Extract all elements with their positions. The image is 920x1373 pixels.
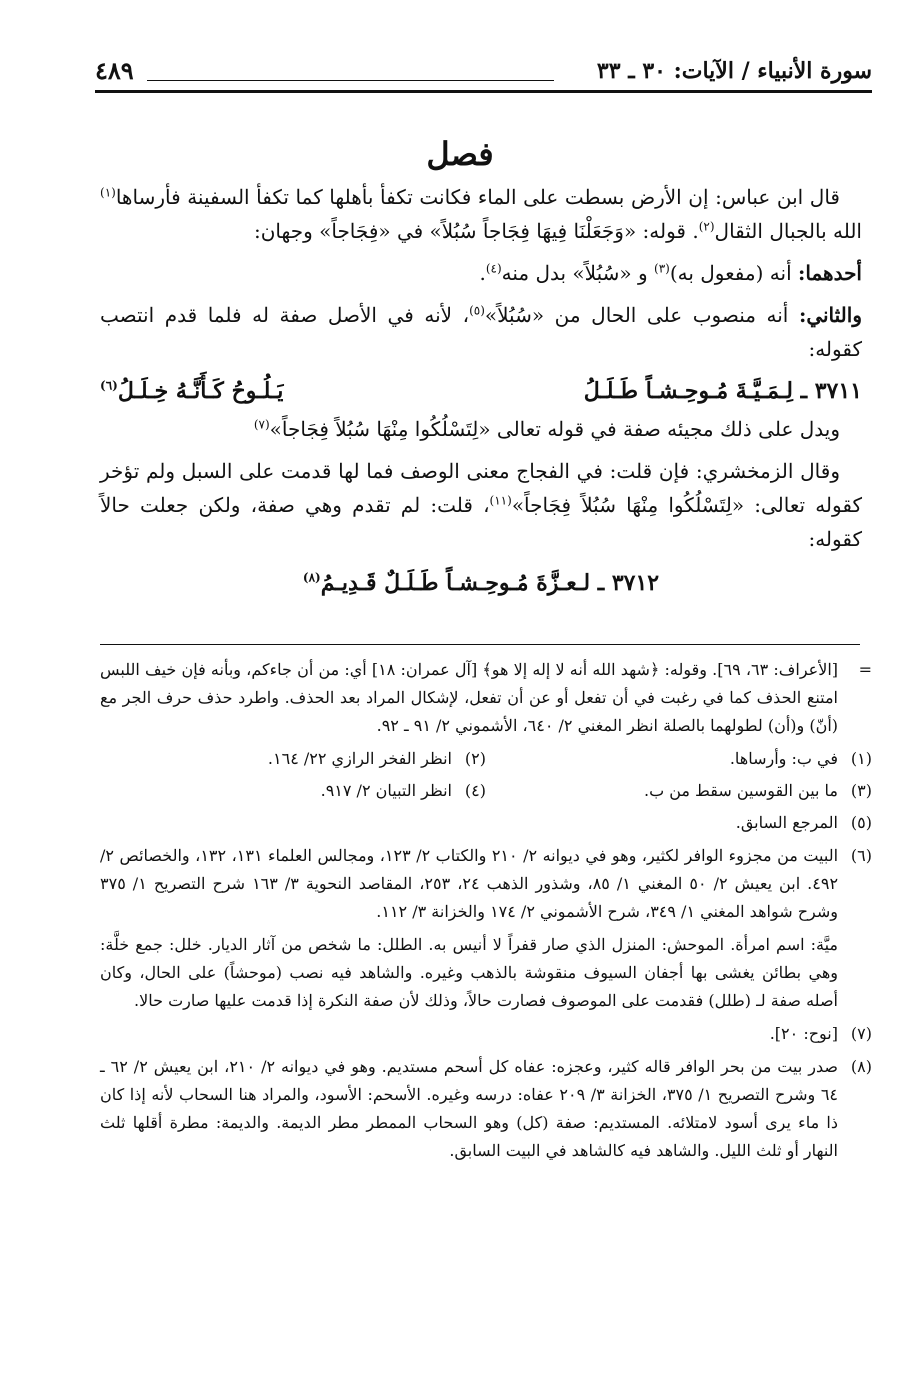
footnote-ref: (٢): [698, 219, 715, 234]
surah-title: سورة الأنبياء / الآيات: ٣٠ ـ ٣٣: [596, 58, 872, 84]
header-thin-rule: [147, 80, 554, 81]
footnote-ref: (٤): [485, 261, 502, 276]
footnote-1: (١) في ب: وأرساها.: [729, 749, 872, 768]
verse-first-hemistich: ٣٧١١ ـ لِـمَـيَّـةَ مُـوحِـشـاً طَـلَـلُ: [583, 378, 862, 404]
footnote-ref: (٧): [253, 417, 270, 432]
footnote-7: (٧) [نوح: ٢٠].: [769, 1024, 872, 1043]
poetry-verse-3712: ٣٧١٢ ـ لـعـزَّةَ مُـوحِـشـاً طَـلَـلٌ قَـدِيـمُ$^{(٨)}$: [302, 570, 660, 596]
footnote-8: (٨) صدر بيت من بحر الوافر قاله كثير، وعجزه: عفاه كل أسحم مستديم. وهو في ديوانه ٢/ ٢١٠، ابن يعيش ٢/ ٦٢ ـ ٦٤ وشرح التصريح ١/ ٣٧٥، الخزانة ٣/ ٢٠٩ عفاه: درسه وغيره. الأسحم: الأسود، والمراد هنا السحاب لأنه إذا كان ذا ماء يرى أسود لامتلائه. المستديم: صفة (كل) وهو السحاب الممطر مطر الديمة. والديمة: مطرة أقلها ثلث النهار أو ثلث الليل. والشاهد فيه كالشاهد في البيت السابق.: [100, 1057, 872, 1160]
footnotes: [100, 656, 872, 1170]
paragraph-2: أحدهما: أنه (مفعول به)$^{(٣)}$ و «سُبُلاً» بدل منه$^{(٤)}$.: [479, 261, 862, 285]
footnote-ref: (١١): [489, 493, 512, 508]
footnote-6: (٦) البيت من مجزوء الوافر لكثير، وهو في ديوانه ٢/ ٢١٠ والكتاب ٢/ ١٢٣، ومجالس العلماء ١٣١، ١٣٢، والخصائص ٢/ ٤٩٢. ابن يعيش ٢/ ٥٠ المغني ١/ ٨٥، وشذور الذهب ٢٤، ٢٥٣، المقاصد النحوية ٣/ ١٦٣ شرح التصريح ١/ ٣٧٥ وشرح شواهد المغني ١/ ٣٤٩، شرح الأشموني ٢/ ١٧٤ والخزانة ٣/ ١١٢.: [100, 846, 872, 921]
footnote-separator: [100, 644, 860, 645]
header-rule: [95, 90, 872, 93]
footnote-ref: (٣): [654, 261, 670, 276]
footnote-ref: (٨): [302, 570, 321, 585]
footnote-continuation: = [الأعراف: ٦٣، ٦٩]. وقوله: ﴿شهد الله أنه لا إله إلا هو﴾ [آل عمران: ١٨] أي: من أن جاءكم، وبأنه فإن خيف اللبس امتنع الحذف كما في رغبت في أن تفعل أو عن أن تفعل، لإشكال المراد بعد الحذف. واطرد حذف حرف الجر مع (أنّ) و(أن) لطولهما بالصلة انظر المغني ٢/ ٦٤٠، الأشموني ٢/ ٩١ ـ ٩٢.: [100, 660, 872, 735]
main-text: [100, 180, 862, 610]
poetry-verse-3711: [100, 374, 862, 408]
running-header: [95, 56, 872, 90]
paragraph-3: والثاني: أنه منصوب على الحال من «سُبُلاً»$^{(٥)}$، لأنه في الأصل صفة له فلما قدم انتصب كقوله:: [100, 303, 862, 361]
footnote-2: (٢) انظر الفخر الرازي ٢٢/ ١٦٤.: [267, 749, 486, 768]
footnote-3: (٣) ما بين القوسين سقط من ب.: [643, 781, 872, 800]
footnote-row: [100, 777, 872, 805]
verse-second-hemistich: يَـلُـوحُ كَـأَنَّـهُ خِـلَـلُ$^{(٦)}$: [100, 378, 284, 404]
footnote-5: (٥) المرجع السابق.: [735, 813, 872, 832]
footnote-ref: (٥): [469, 303, 485, 318]
paragraph-1: قال ابن عباس: إن الأرض بسطت على الماء فكانت تكفأ بأهلها كما تكفأ السفينة فأرساها$^{(١)}$ الله بالجبال الثقال$^{(٢)}$. قوله: «وَجَعَلْنَا فِيهَا فِجَاجاً سُبُلاً» في «فِجَاجاً» وجهان:: [100, 185, 862, 243]
paragraph-5: وقال الزمخشري: فإن قلت: في الفجاج معنى الوصف فما لها قدمت على السبل ولم تؤخر كقوله تعالى: «لِتَسْلُكُوا مِنْهَا سُبُلاً فِجَاجاً»$^{(١١)}$، قلت: لم تقدم وهي صفة، ولكن جعلت حالاً كقوله:: [100, 459, 862, 551]
section-heading: فصل: [426, 135, 494, 173]
page-number: ٤٨٩: [95, 56, 134, 85]
footnote-ref: (١): [100, 185, 116, 200]
paragraph-4: ويدل على ذلك مجيئه صفة في قوله تعالى «لِتَسْلُكُوا مِنْهَا سُبُلاً فِجَاجاً»$^{(٧)}$: [253, 417, 840, 441]
footnote-6-gloss: ميَّة: اسم امرأة. الموحش: المنزل الذي صار قفراً لا أنيس به. الطلل: ما شخص من آثار الديار. خلل: جمع خلَّة: وهي بطائن يغشى بها أجفان السيوف منقوشة بالذهب وغيره. والشاهد فيه نصب (موحشاً) على الحال، وكان أصله صفة لـ (طلل) فقدمت على الموصوف فصارت حالاً، وذلك لأن صفة النكرة إذا قدمت عليها صارت حالا.: [100, 935, 839, 1010]
footnote-row: [100, 745, 872, 773]
footnote-ref: (٦): [100, 378, 118, 393]
footnote-4: (٤) انظر التبيان ٢/ ٩١٧.: [320, 781, 486, 800]
